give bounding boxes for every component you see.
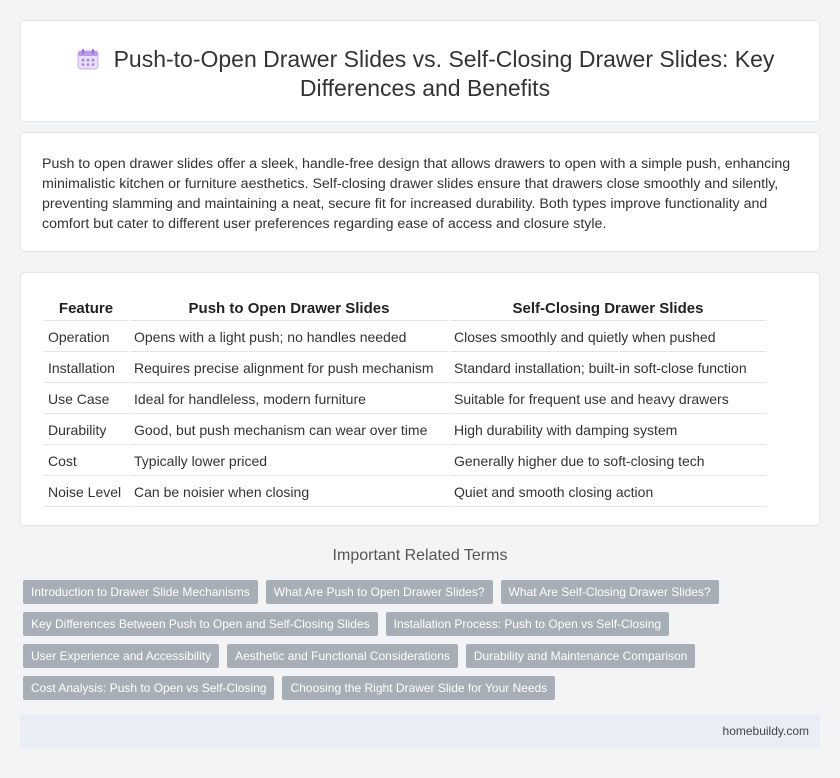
related-term-tag[interactable]: Introduction to Drawer Slide Mechanisms: [23, 580, 258, 604]
self-closing-cell: Closes smoothly and quietly when pushed: [450, 323, 766, 352]
footer-bar: [20, 714, 820, 747]
related-term-tag[interactable]: Aesthetic and Functional Considerations: [227, 644, 458, 668]
related-term-tag[interactable]: What Are Self-Closing Drawer Slides?: [501, 580, 719, 604]
related-term-tag[interactable]: Key Differences Between Push to Open and Self-Closing Slides: [23, 612, 378, 636]
calendar-icon: [76, 48, 100, 70]
feature-cell: Durability: [44, 416, 128, 445]
related-terms-heading: Important Related Terms: [332, 547, 508, 564]
feature-cell: Use Case: [44, 385, 128, 414]
intro-paragraph: Push to open drawer slides offer a sleek, handle-free design that allows drawers to open with a simple push, enhancing minimalistic kitchen or furniture aesthetics. Self-closing drawer slides ensure that drawers close smoothly and silently, preventing slamming and maintaining a neat, secure fit for increased durability. Both types improve functionality and comfort but cater to different user preferences regarding ease of access and closure style.: [42, 156, 791, 232]
header-push-to-open: Push to Open Drawer Slides: [130, 297, 448, 321]
self-closing-cell: Suitable for frequent use and heavy drawers: [450, 385, 766, 414]
self-closing-cell: Quiet and smooth closing action: [450, 478, 766, 507]
push-to-open-cell: Ideal for handleless, modern furniture: [130, 385, 448, 414]
push-to-open-cell: Opens with a light push; no handles needed: [130, 323, 448, 352]
feature-cell: Noise Level: [44, 478, 128, 507]
push-to-open-cell: Typically lower priced: [130, 447, 448, 476]
table-row: [44, 447, 766, 476]
table-header-row: [44, 297, 766, 321]
page-title: Push-to-Open Drawer Slides vs. Self-Closing Drawer Slides: Key Differences and Benefits: [113, 46, 775, 101]
header-feature: Feature: [44, 297, 128, 321]
footer-site-link[interactable]: homebuildy.com: [722, 724, 809, 738]
table-row: [44, 323, 766, 352]
related-term-tag[interactable]: Installation Process: Push to Open vs Self-Closing: [386, 612, 669, 636]
feature-cell: Cost: [44, 447, 128, 476]
related-term-tag[interactable]: Choosing the Right Drawer Slide for Your Needs: [282, 676, 555, 700]
header-card: [20, 20, 820, 122]
self-closing-cell: High durability with damping system: [450, 416, 766, 445]
table-row: [44, 354, 766, 383]
comparison-card: [20, 272, 820, 526]
feature-cell: Operation: [44, 323, 128, 352]
related-term-tag[interactable]: Durability and Maintenance Comparison: [466, 644, 695, 668]
push-to-open-cell: Good, but push mechanism can wear over time: [130, 416, 448, 445]
related-term-tag[interactable]: What Are Push to Open Drawer Slides?: [266, 580, 493, 604]
push-to-open-cell: Can be noisier when closing: [130, 478, 448, 507]
table-row: [44, 478, 766, 507]
related-term-tag[interactable]: Cost Analysis: Push to Open vs Self-Closing: [23, 676, 274, 700]
related-term-tag[interactable]: User Experience and Accessibility: [23, 644, 219, 668]
push-to-open-cell: Requires precise alignment for push mechanism: [130, 354, 448, 383]
table-row: [44, 385, 766, 414]
self-closing-cell: Generally higher due to soft-closing tech: [450, 447, 766, 476]
feature-cell: Installation: [44, 354, 128, 383]
related-terms-list: [23, 580, 723, 700]
comparison-table: [42, 295, 768, 509]
self-closing-cell: Standard installation; built-in soft-close function: [450, 354, 766, 383]
table-row: [44, 416, 766, 445]
page-title-wrap: [61, 45, 789, 103]
intro-card: [20, 132, 820, 252]
header-self-closing: Self-Closing Drawer Slides: [450, 297, 766, 321]
